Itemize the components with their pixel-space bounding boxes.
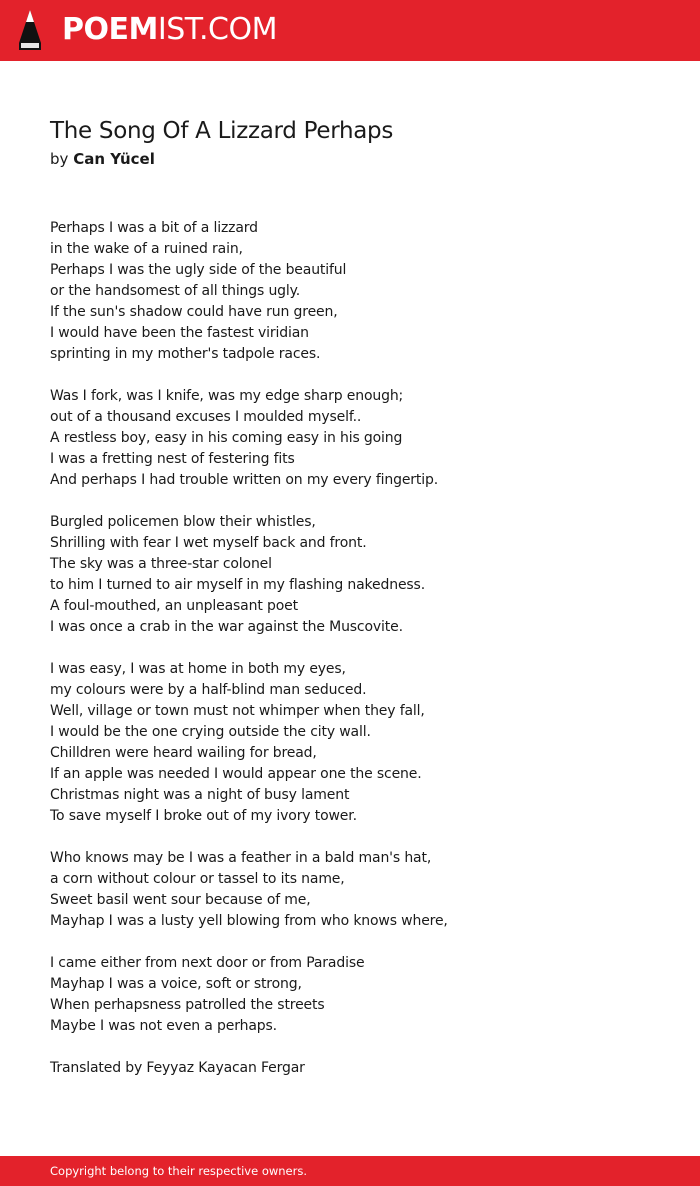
poem-line: When perhapsness patrolled the streets — [50, 997, 325, 1013]
author-name: Can Yücel — [73, 150, 155, 168]
poem-line: Mayhap I was a lusty yell blowing from who knows where, — [50, 913, 448, 929]
site-logo[interactable] — [62, 13, 277, 47]
logo-text-bold: POEM — [62, 12, 158, 47]
poem-line: I would be the one crying outside the city wall. — [50, 724, 371, 740]
by-label: by — [50, 150, 69, 168]
poem-line: I was once a crab in the war against the Muscovite. — [50, 619, 403, 635]
poem-line: To save myself I broke out of my ivory tower. — [50, 808, 357, 824]
poem-line: I came either from next door or from Paradise — [50, 955, 365, 971]
poem-line: And perhaps I had trouble written on my every fingertip. — [50, 472, 439, 488]
poem-line: I was easy, I was at home in both my eyes, — [50, 661, 346, 677]
poem-line: Perhaps I was the ugly side of the beautiful — [50, 262, 347, 278]
poem-line: If an apple was needed I would appear one the scene. — [50, 766, 422, 782]
poem-title: The Song Of A Lizzard Perhaps — [50, 118, 394, 144]
poem-line: If the sun's shadow could have run green, — [50, 304, 338, 320]
poem-line: or the handsomest of all things ugly. — [50, 283, 301, 299]
stanza — [50, 218, 670, 365]
stanza — [50, 953, 670, 1037]
stanza — [50, 386, 670, 491]
translator-note: Translated by Feyyaz Kayacan Fergar — [50, 1060, 305, 1076]
poem-line: I would have been the fastest viridian — [50, 325, 309, 341]
site-header — [0, 0, 700, 61]
stanza — [50, 659, 670, 827]
poem-line: sprinting in my mother's tadpole races. — [50, 346, 321, 362]
poem-line: Perhaps I was a bit of a lizzard — [50, 220, 258, 236]
poem-line: my colours were by a half-blind man seduced. — [50, 682, 367, 698]
pencil-tip-icon — [17, 9, 43, 51]
byline — [50, 149, 155, 169]
copyright-text: Copyright belong to their respective owners. — [50, 1164, 308, 1178]
poem-line: Shrilling with fear I wet myself back and front. — [50, 535, 367, 551]
poem-line: Maybe I was not even a perhaps. — [50, 1018, 277, 1034]
poem-line: to him I turned to air myself in my flashing nakedness. — [50, 577, 425, 593]
logo-text-light: IST.COM — [157, 12, 277, 47]
poem-line: Sweet basil went sour because of me, — [50, 892, 311, 908]
stanza — [50, 848, 670, 932]
poem-line: Well, village or town must not whimper when they fall, — [50, 703, 425, 719]
poem-line: in the wake of a ruined rain, — [50, 241, 243, 257]
site-footer — [0, 1156, 700, 1186]
poem-line: Burgled policemen blow their whistles, — [50, 514, 316, 530]
stanza — [50, 512, 670, 638]
poem-line: A restless boy, easy in his coming easy in his going — [50, 430, 403, 446]
poem-line: Was I fork, was I knife, was my edge sharp enough; — [50, 388, 404, 404]
poem-line: Who knows may be I was a feather in a bald man's hat, — [50, 850, 432, 866]
poem-line: Mayhap I was a voice, soft or strong, — [50, 976, 302, 992]
poem-line: Chilldren were heard wailing for bread, — [50, 745, 317, 761]
poem-line: A foul-mouthed, an unpleasant poet — [50, 598, 298, 614]
poem-line: Christmas night was a night of busy lament — [50, 787, 350, 803]
poem-line: a corn without colour or tassel to its name, — [50, 871, 345, 887]
poem-line: I was a fretting nest of festering fits — [50, 451, 295, 467]
poem-line: The sky was a three-star colonel — [50, 556, 272, 572]
poem-body — [50, 218, 670, 1079]
poem-line: out of a thousand excuses I moulded myself.. — [50, 409, 362, 425]
